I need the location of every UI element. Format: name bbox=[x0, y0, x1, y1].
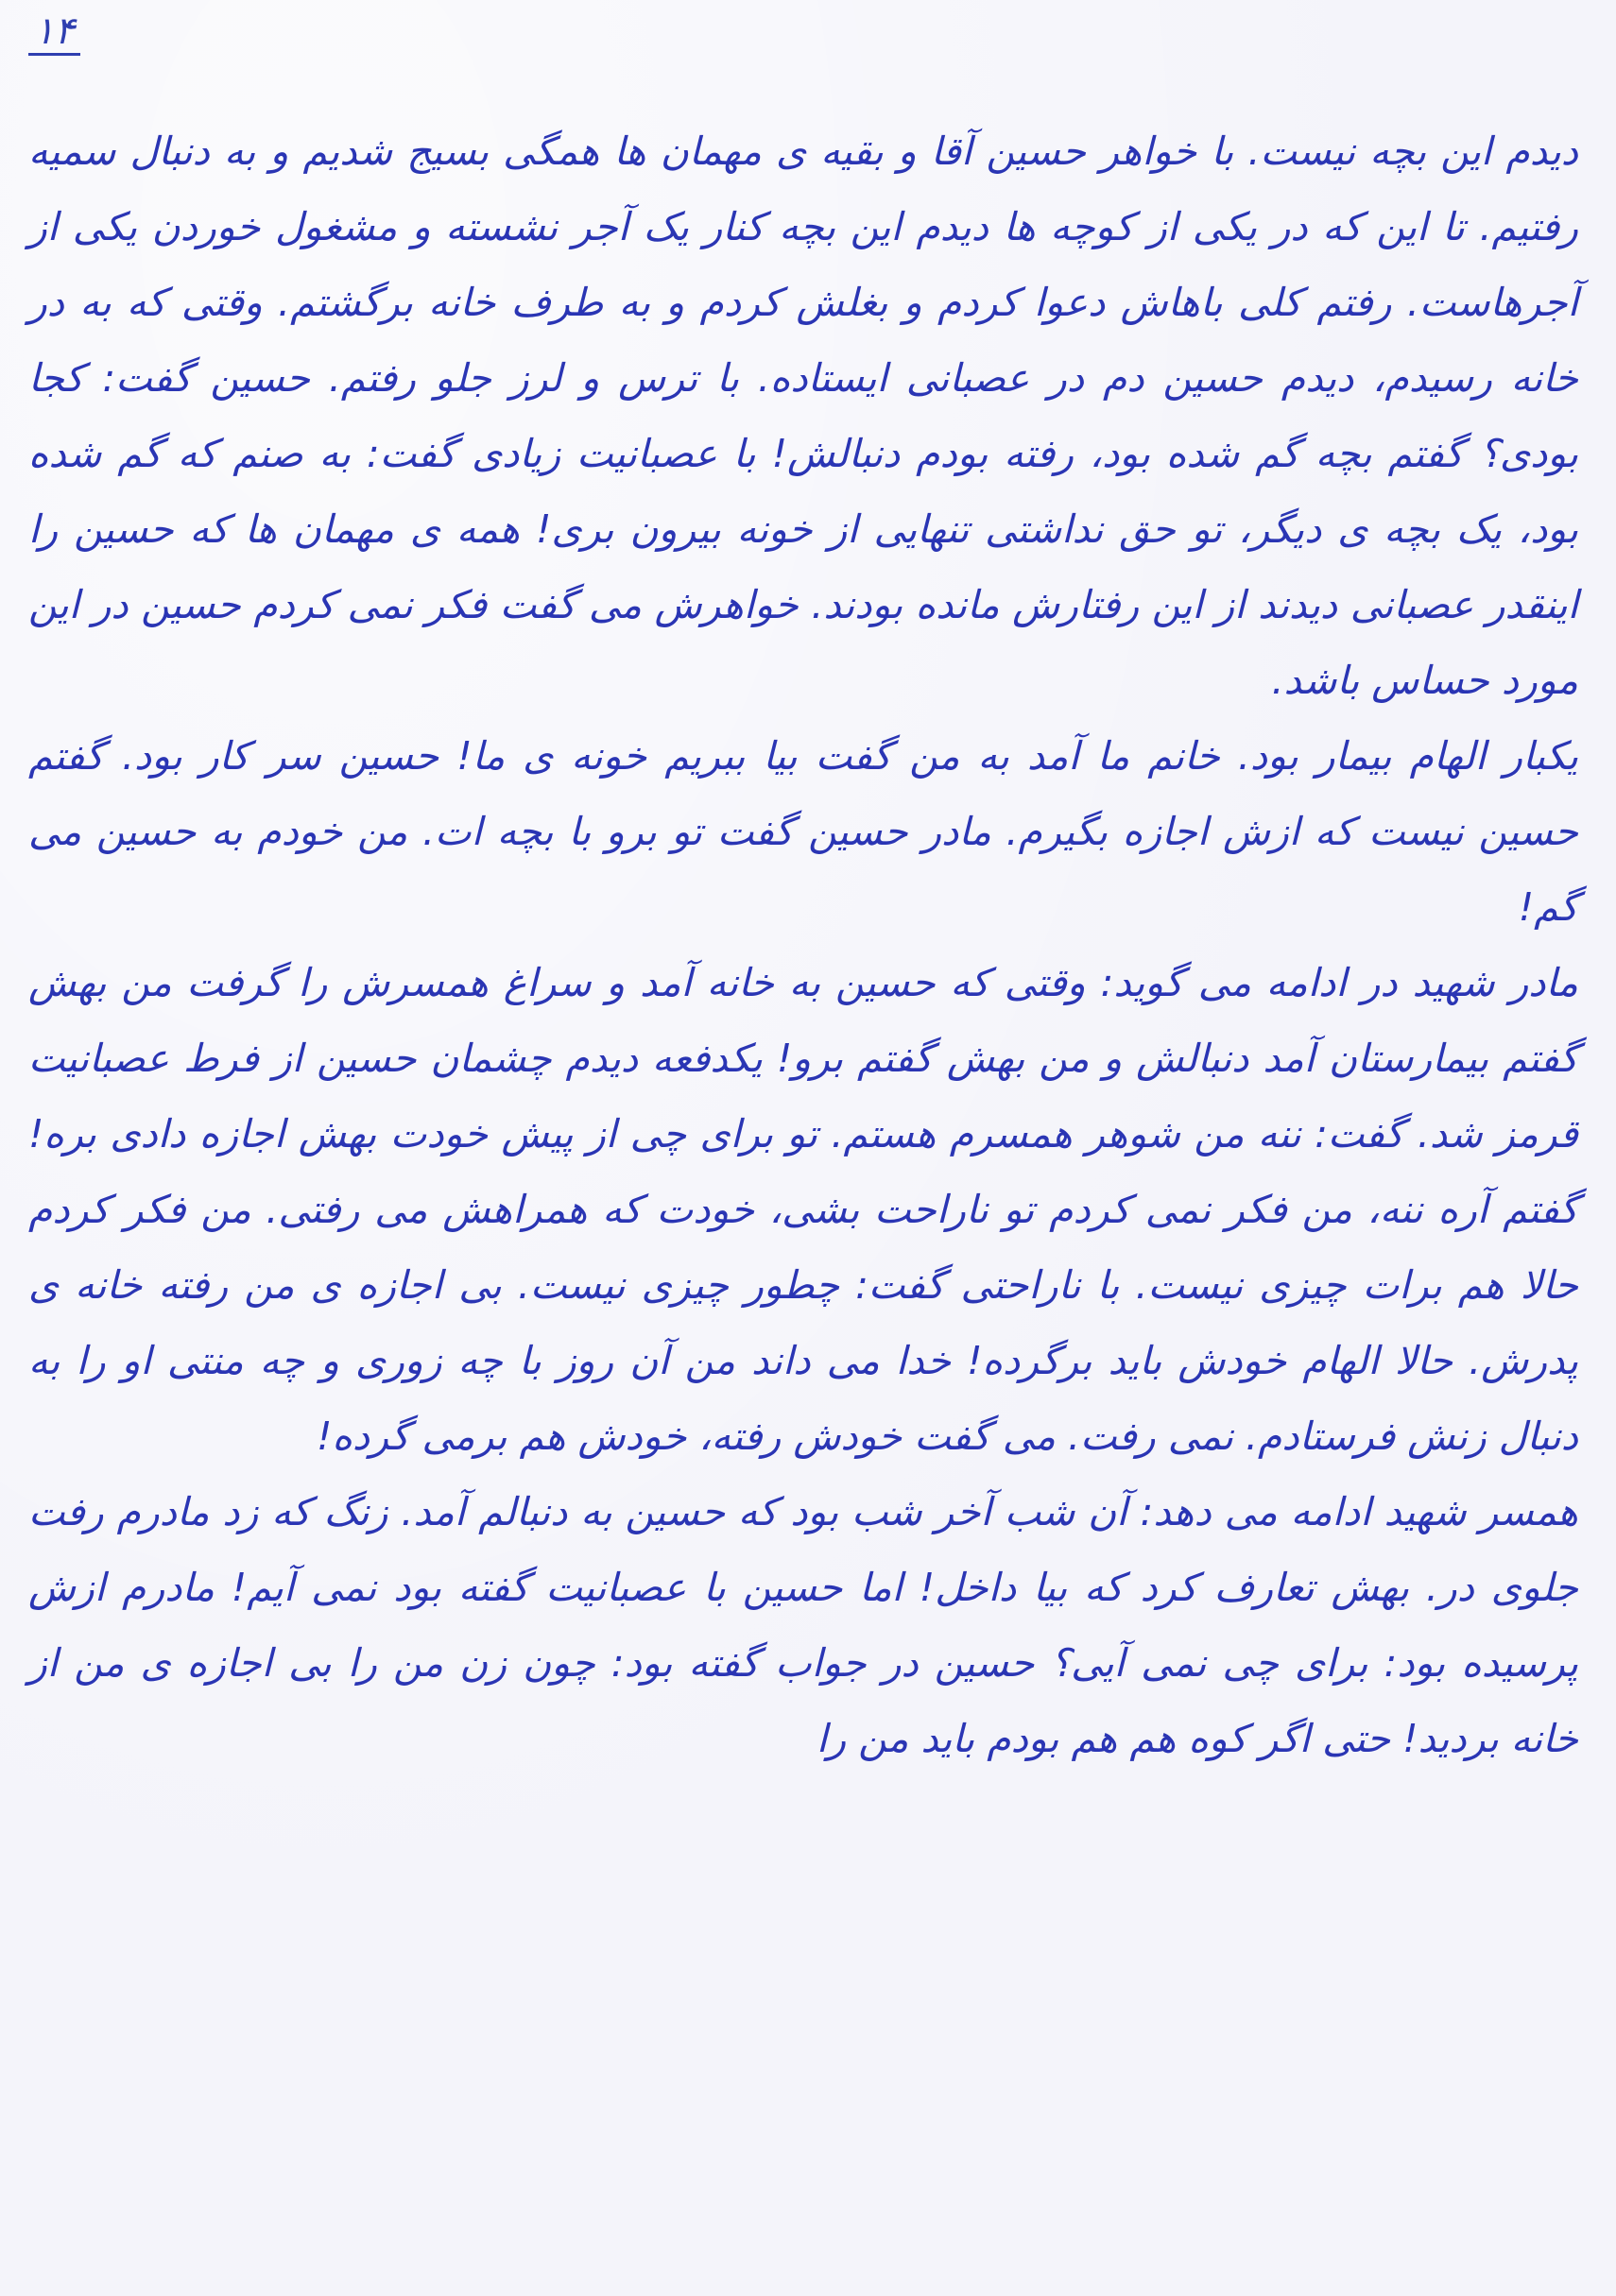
paragraph-3: مادر شهید در ادامه می گوید: وقتی که حسین به خانه آمد و سراغ همسرش را گرفت من بهش گفتم بیمارستان آمد دنبالش و من بهش گفتم برو! یکدفعه دیدم چشمان حسین از فرط عصبانیت قرمز شد. گفت: ننه من شوهر همسرم هستم. تو برای چی از پیش خودت بهش اجازه دادی بره! گفتم آره ننه، من فکر نمی کردم تو ناراحت بشی، خودت که همراهش می رفتی. من فکر کردم حالا هم برات چیزی نیست. با ناراحتی گفت: چطور چیزی نیست. بی اجازه ی من رفته خانه ی پدرش. حالا الهام خودش باید برگرده! خدا می داند من آن روز با چه زوری و چه منتی او را به دنبال زنش فرستادم. نمی رفت. می گفت خودش رفته، خودش هم برمی گرده! bbox=[28, 960, 1578, 1459]
paragraph-2: یکبار الهام بیمار بود. خانم ما آمد به من گفت بیا ببریم خونه ی ما! حسین سر کار بود. گفتم حسین نیست که ازش اجازه بگیرم. مادر حسین گفت تو برو با بچه ات. من خودم به حسین می گم! bbox=[28, 733, 1578, 930]
paragraph-1: دیدم این بچه نیست. با خواهر حسین آقا و بقیه ی مهمان ها همگی بسیج شدیم و به دنبال سمیه رفتیم. تا این که در یکی از کوچه ها دیدم این بچه کنار یک آجر نشسته و مشغول خوردن یکی از آجرهاست. رفتم کلی باهاش دعوا کردم و بغلش کردم و به طرف خانه برگشتم. وقتی که به در خانه رسیدم، دیدم حسین دم در عصبانی ایستاده. با ترس و لرز جلو رفتم. حسین گفت: کجا بودی؟ گفتم بچه گم شده بود، رفته بودم دنبالش! با عصبانیت زیادی گفت: به صنم که گم شده بود، یک بچه ی دیگر، تو حق نداشتی تنهایی از خونه بیرون بری! همه ی مهمان ها که حسین را اینقدر عصبانی دیدند از این رفتارش مانده بودند. خواهرش می گفت فکر نمی کردم حسین در این مورد حساس باشد. bbox=[28, 129, 1578, 703]
handwritten-text-body bbox=[28, 113, 1578, 1776]
page-number: ۱۴ bbox=[28, 9, 80, 56]
paragraph-4: همسر شهید ادامه می دهد: آن شب آخر شب بود که حسین به دنبالم آمد. زنگ که زد مادرم رفت جلوی در. بهش تعارف کرد که بیا داخل! اما حسین با عصبانیت گفته بود نمی آیم! مادرم ازش پرسیده بود: برای چی نمی آیی؟ حسین در جواب گفته بود: چون زن من را بی اجازه ی من از خانه بردید! حتی اگر کوه هم هم بودم باید من را bbox=[28, 1489, 1578, 1761]
